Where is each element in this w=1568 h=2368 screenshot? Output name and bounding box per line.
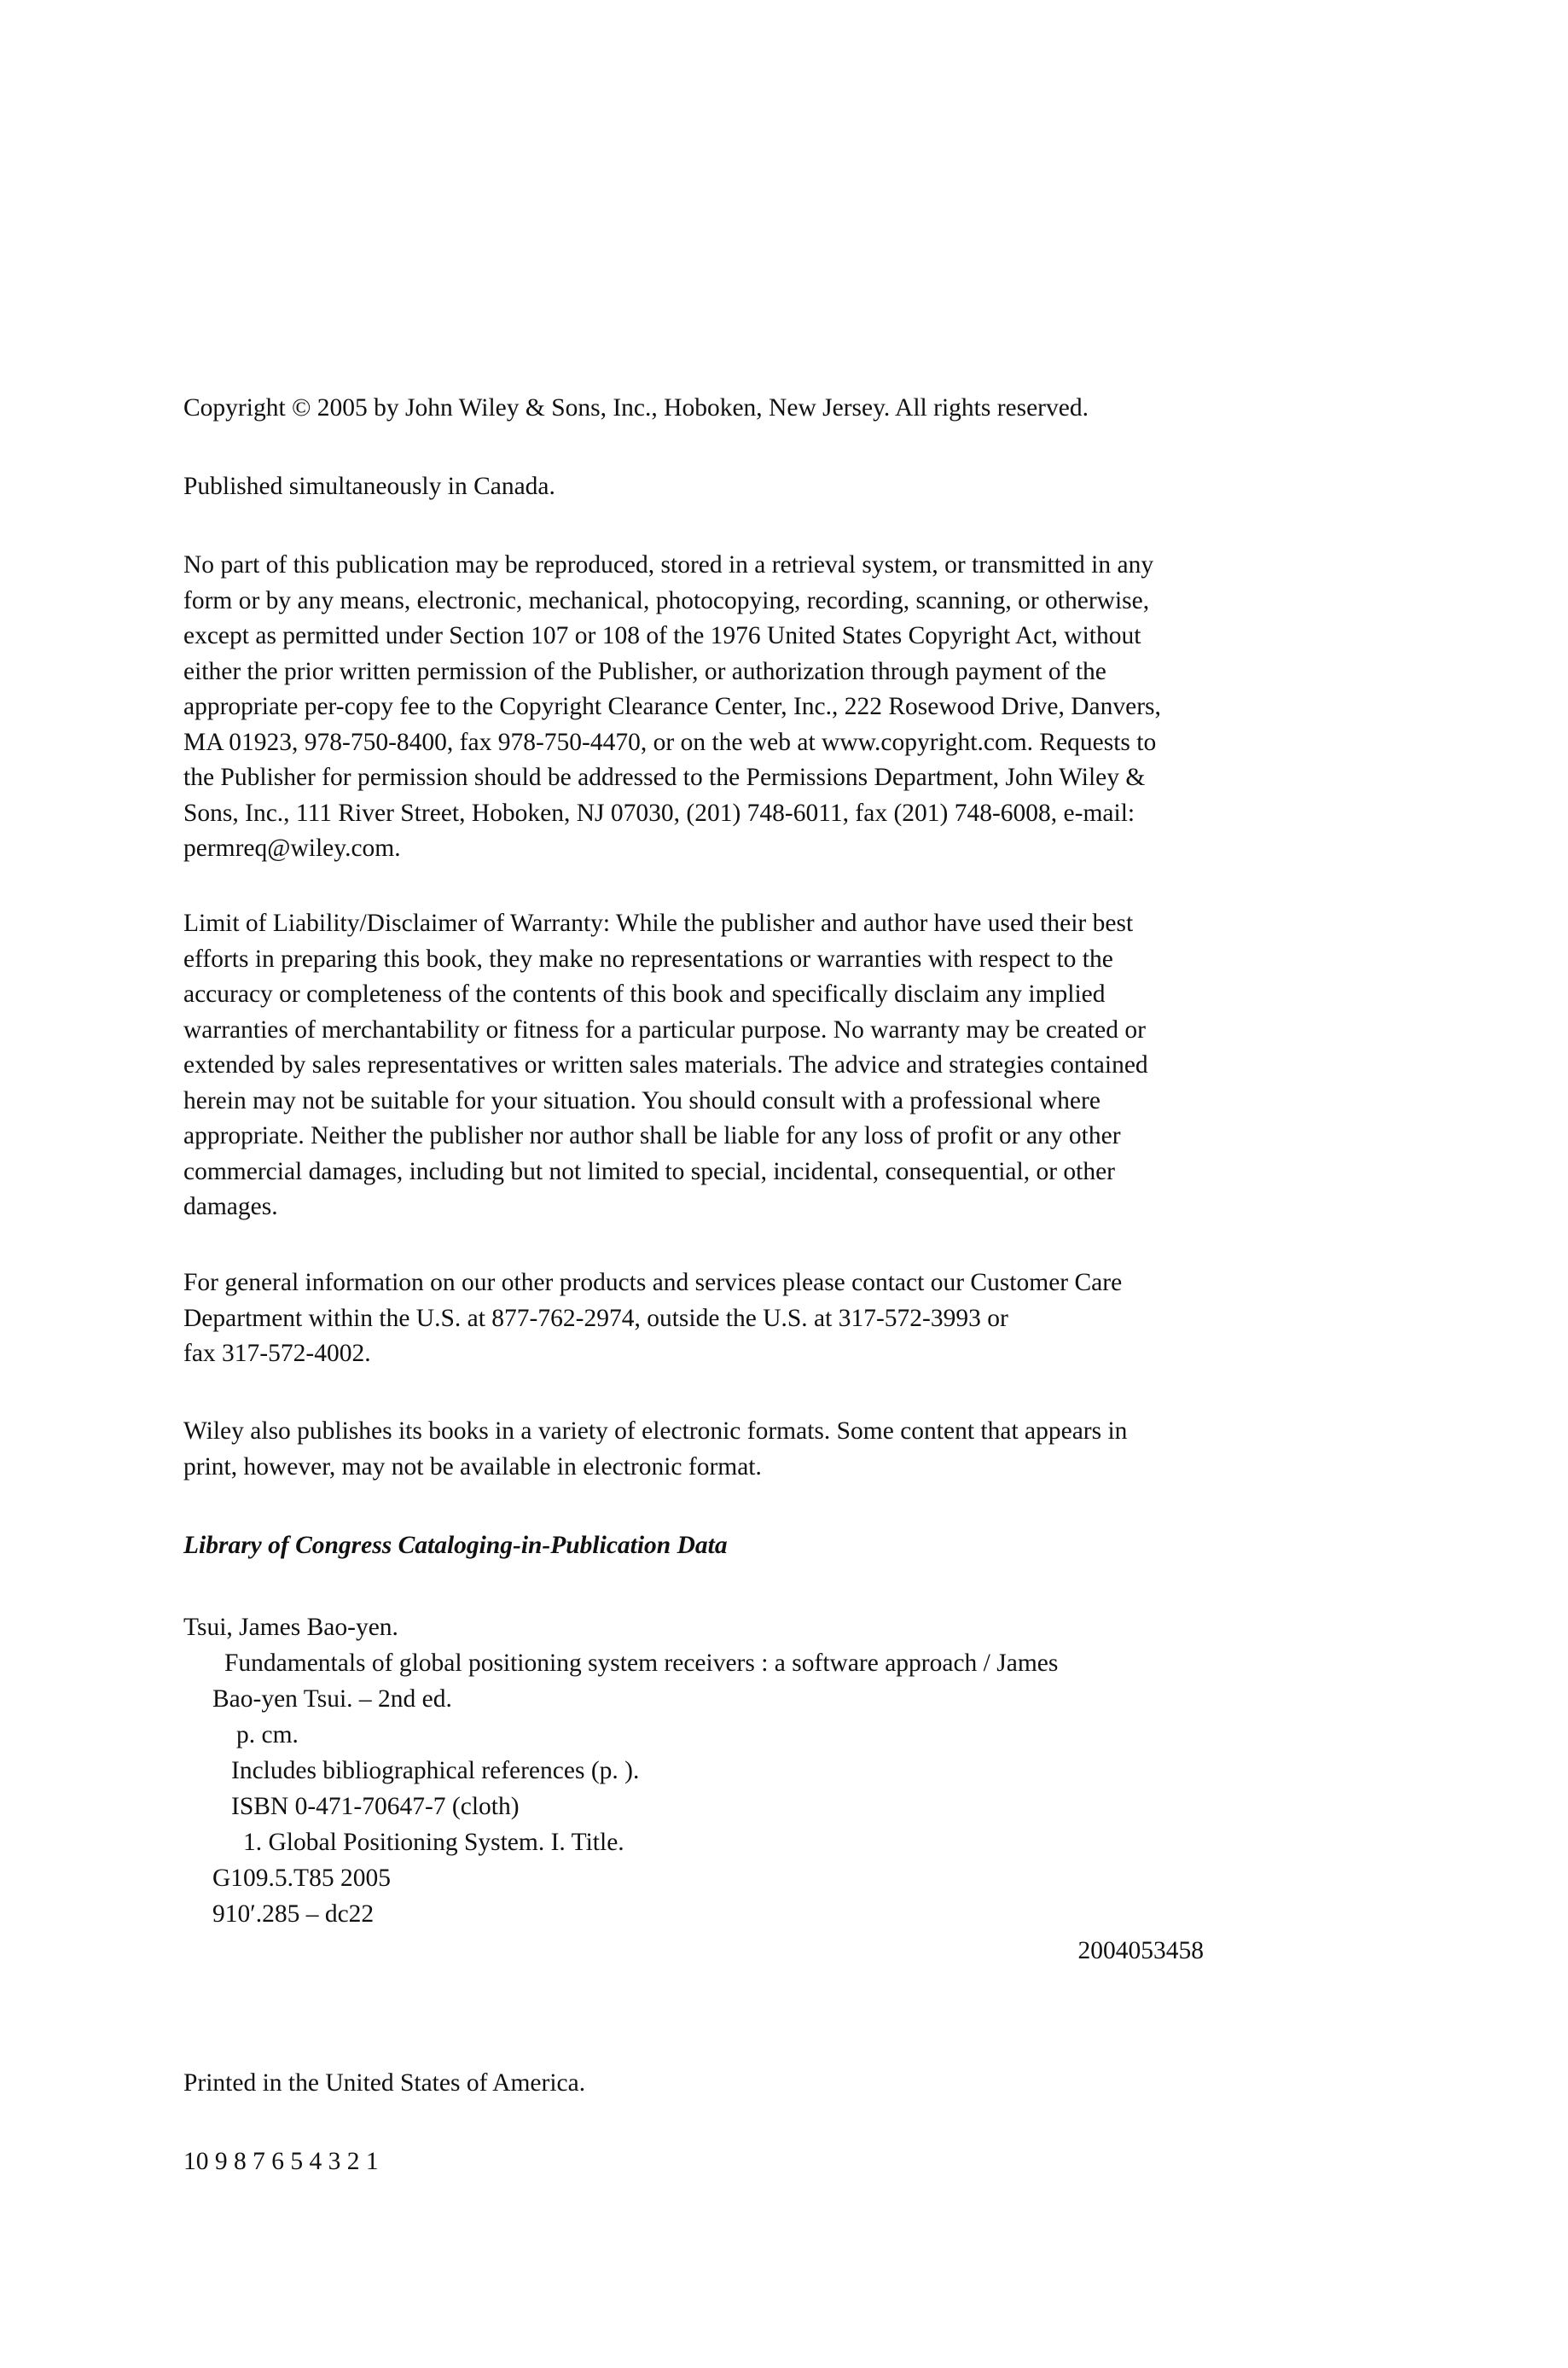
cip-title-line-1: Fundamentals of global positioning system receivers : a software approach / James — [224, 1649, 1059, 1677]
liability-disclaimer-paragraph: Limit of Liability/Disclaimer of Warranty: While the publisher and author have used their best efforts in preparing this book, they make no representations or warranties with respect to the accuracy or completeness of the contents of this book and specifically disclaim any implied warranties of merchantability or fitness for a particular purpose. No warranty may be created or extended by sales representatives or written sales materials. The advice and strategies contained herein may not be suitable for your situation. You should consult with a professional where appropriate. Neither the publisher nor author shall be liable for any loss of profit or any other commercial damages, including but not limited to special, incidental, consequential, or other damages. — [183, 910, 1148, 1220]
electronic-formats-paragraph: Wiley also publishes its books in a variety of electronic formats. Some content that appears in print, however, may not be available in electronic format. — [183, 1417, 1128, 1481]
cip-pages: p. cm. — [236, 1721, 299, 1748]
cip-bibliography: Includes bibliographical references (p. ). — [231, 1757, 640, 1784]
printed-in-usa: Printed in the United States of America. — [183, 2069, 586, 2097]
cip-title-line-2: Bao-yen Tsui. – 2nd ed. — [212, 1685, 452, 1713]
published-canada: Published simultaneously in Canada. — [183, 473, 555, 500]
copyright-notice: Copyright © 2005 by John Wiley & Sons, Inc., Hoboken, New Jersey. All rights reserved. — [183, 394, 1089, 422]
cip-subjects: 1. Global Positioning System. I. Title. — [243, 1829, 624, 1856]
cip-dewey: 910′.285 – dc22 — [212, 1900, 375, 1928]
permissions-paragraph: No part of this publication may be reproduced, stored in a retrieval system, or transmitted in any form or by any means, electronic, mechanical, photocopying, recording, scanning, or otherwise, except as permitted under Section 107 or 108 of the 1976 United States Copyright Act, without either the prior written permission of the Publisher, or authorization through payment of the appropriate per-copy fee to the Copyright Clearance Center, Inc., 222 Rosewood Drive, Danvers, MA 01923, 978-750-8400, fax 978-750-4470, or on the web at www.copyright.com. Requests to the Publisher for permission should be addressed to the Permissions Department, John Wiley & Sons, Inc., 111 River Street, Hoboken, NJ 07030, (201) 748-6011, fax (201) 748-6008, e-mail: permreq@wiley.com. — [183, 551, 1161, 862]
cip-lccn: 2004053458 — [1077, 1937, 1204, 1964]
customer-care-paragraph: For general information on our other products and services please contact our Customer Care Department within the U.S. at 877-762-2974, outside the U.S. at 317-572-3993 or fax 317-572-4002. — [183, 1269, 1123, 1367]
cip-heading: Library of Congress Cataloging-in-Publication Data — [183, 1532, 728, 1559]
cip-isbn: ISBN 0-471-70647-7 (cloth) — [231, 1793, 520, 1820]
cip-author: Tsui, James Bao-yen. — [183, 1614, 398, 1641]
cip-lc-class: G109.5.T85 2005 — [212, 1865, 391, 1892]
printing-line: 10 9 8 7 6 5 4 3 2 1 — [183, 2148, 379, 2175]
